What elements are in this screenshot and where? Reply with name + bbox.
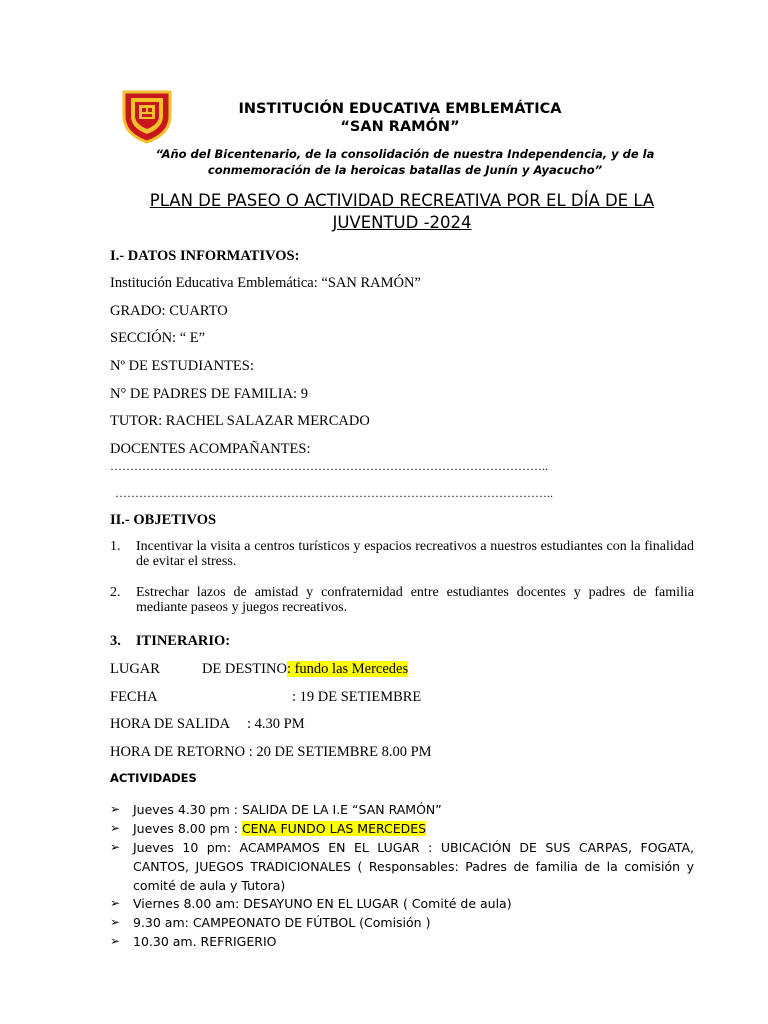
activity-text: Jueves 8.00 pm : bbox=[133, 821, 242, 836]
arrow-bullet-icon: ➢ bbox=[110, 802, 121, 816]
objective-item bbox=[110, 585, 694, 615]
arrow-bullet-icon: ➢ bbox=[110, 915, 121, 929]
activity-highlight: CENA FUNDO LAS MERCEDES bbox=[241, 821, 427, 836]
parents-field: N° DE PADRES DE FAMILIA: 9 bbox=[110, 386, 308, 402]
date-row bbox=[110, 688, 422, 706]
section-field: SECCIÓN: “ E” bbox=[110, 330, 206, 346]
activity-text: Viernes 8.00 am: DESAYUNO EN EL LUGAR ( Comité de aula) bbox=[133, 896, 512, 911]
activity-item bbox=[110, 894, 694, 913]
arrow-bullet-icon: ➢ bbox=[110, 821, 121, 835]
place-label: LUGAR bbox=[110, 661, 160, 677]
activity-item bbox=[110, 800, 694, 819]
activity-text: Jueves 10 pm: ACAMPAMOS EN EL LUGAR : UBICACIÓN DE SUS CARPAS, FOGATA, CANTOS, JUEGOS TRADICIONALES ( Responsables: Padres de familia de la comisión y comité de aula y Tutora) bbox=[133, 840, 694, 893]
institution-name bbox=[160, 100, 640, 136]
departure-label: HORA DE SALIDA bbox=[110, 716, 231, 732]
activity-text: Jueves 4.30 pm : SALIDA DE LA I.E “SAN RAMÓN” bbox=[133, 802, 442, 817]
objective-text: Estrechar lazos de amistad y confraternidad entre estudiantes docentes y padres de familia mediante paseos y juegos recreativos. bbox=[136, 585, 694, 615]
activity-text: 9.30 am: CAMPEONATO DE FÚTBOL (Comisión ) bbox=[133, 915, 431, 930]
departure-value: : 4.30 PM bbox=[247, 716, 305, 732]
objective-number: 2. bbox=[110, 585, 121, 600]
page-title bbox=[110, 190, 694, 234]
return-value: : 20 DE SETIEMBRE 8.00 PM bbox=[248, 744, 432, 760]
activity-item bbox=[110, 838, 694, 895]
arrow-bullet-icon: ➢ bbox=[110, 840, 121, 854]
page-title-line2: JUVENTUD -2024 bbox=[332, 213, 472, 232]
activity-item bbox=[110, 819, 694, 838]
motto: “Año del Bicentenario, de la consolidación de nuestra Independencia, y de la conmemoración de la heroicas batallas de Junín y Ayacucho” bbox=[155, 147, 655, 177]
place-row bbox=[110, 660, 408, 678]
return-label: HORA DE RETORNO bbox=[110, 744, 246, 760]
section2-heading: II.- OBJETIVOS bbox=[110, 512, 217, 528]
section3-number: 3. bbox=[110, 633, 121, 649]
date-label: FECHA bbox=[110, 689, 158, 705]
place-value: : fundo las Mercedes bbox=[286, 661, 409, 677]
arrow-bullet-icon: ➢ bbox=[110, 934, 121, 948]
arrow-bullet-icon: ➢ bbox=[110, 896, 121, 910]
activities-heading: ACTIVIDADES bbox=[110, 771, 197, 785]
section3-heading bbox=[110, 632, 230, 650]
date-value: : 19 DE SETIEMBRE bbox=[292, 689, 422, 705]
activity-text-wrap bbox=[133, 819, 694, 838]
activity-item bbox=[110, 932, 694, 951]
students-field: Nº DE ESTUDIANTES: bbox=[110, 358, 254, 374]
institution-name-line2: “SAN RAMÓN” bbox=[340, 119, 460, 135]
activity-text: 10.30 am. REFRIGERIO bbox=[133, 934, 277, 949]
section1-heading: I.- DATOS INFORMATIVOS: bbox=[110, 248, 300, 264]
institution-field: Institución Educativa Emblemática: “SAN RAMÓN” bbox=[110, 275, 421, 291]
objective-item bbox=[110, 539, 694, 569]
page-title-line1: PLAN DE PASEO O ACTIVIDAD RECREATIVA POR EL DÍA DE LA bbox=[149, 191, 655, 210]
tutor-field: TUTOR: RACHEL SALAZAR MERCADO bbox=[110, 413, 370, 429]
return-row bbox=[110, 743, 432, 761]
teachers-dots-line2: ……………………………………………………………………………………………….. bbox=[115, 486, 553, 500]
place-label-destination: DE DESTINO bbox=[201, 661, 287, 677]
section3-title: ITINERARIO: bbox=[135, 633, 231, 649]
teachers-dots-line1: ……………………………………………………………………………………………….. bbox=[110, 459, 548, 473]
departure-row bbox=[110, 715, 305, 733]
activity-item bbox=[110, 913, 694, 932]
teachers-field: DOCENTES ACOMPAÑANTES: bbox=[110, 441, 311, 457]
objective-number: 1. bbox=[110, 539, 121, 554]
objective-text: Incentivar la visita a centros turísticos y espacios recreativos a nuestros estudiantes con la finalidad de evitar el stress. bbox=[136, 539, 694, 569]
institution-name-line1: INSTITUCIÓN EDUCATIVA EMBLEMÁTICA bbox=[238, 101, 562, 117]
grade-field: GRADO: CUARTO bbox=[110, 303, 228, 319]
